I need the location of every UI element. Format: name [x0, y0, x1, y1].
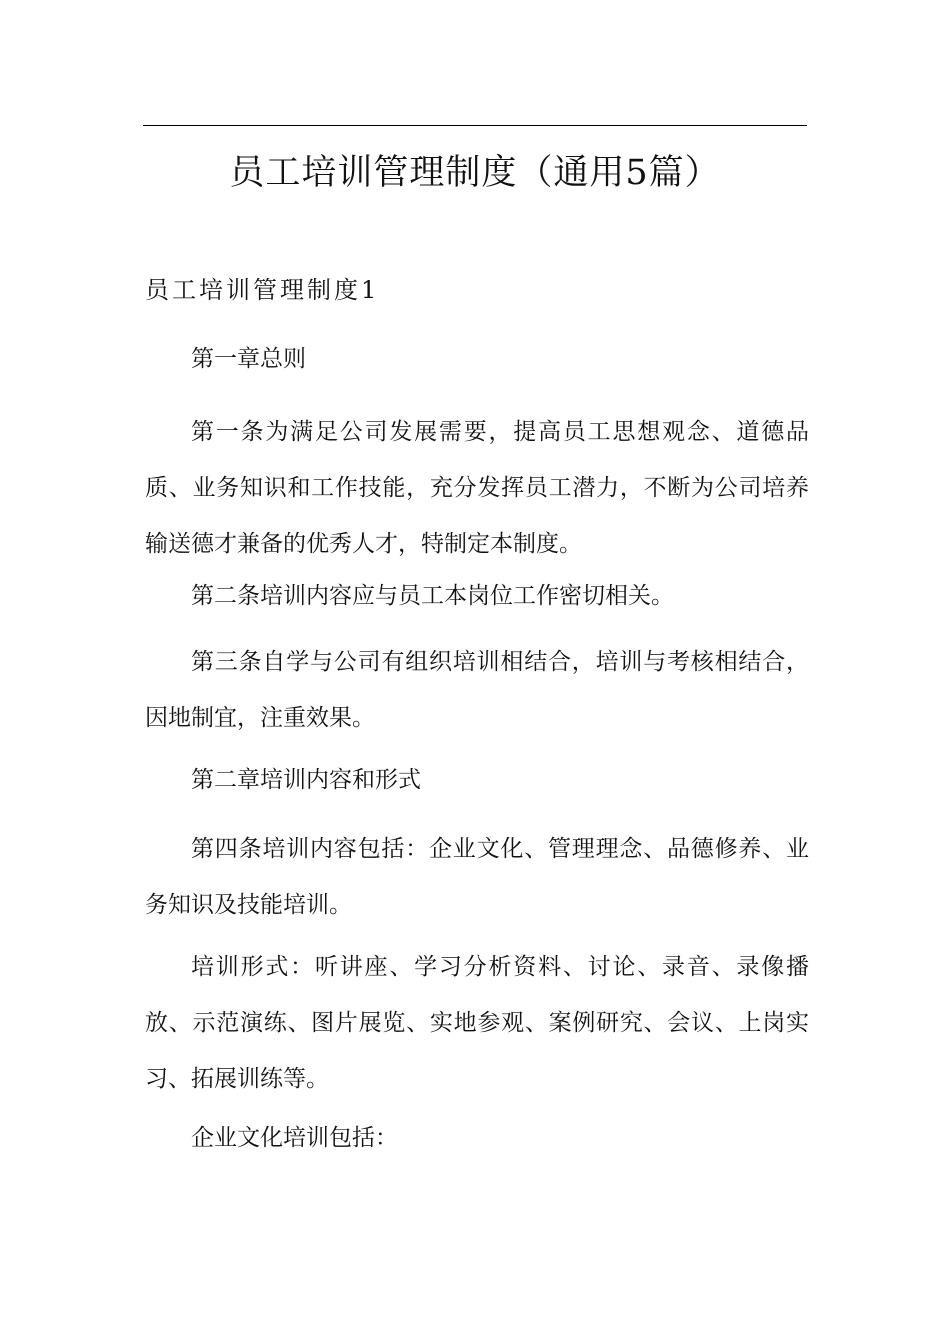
- chapter-heading-2: 第二章培训内容和形式: [191, 767, 421, 793]
- header-rule: [143, 125, 807, 126]
- paragraph-article-1: 第一条为满足公司发展需要，提高员工思想观念、道德品质、业务知识和工作技能，充分发挥员工潜力，不断为公司培养输送德才兼备的优秀人才，特制定本制度。: [145, 419, 809, 557]
- paragraph-article-3: 第三条自学与公司有组织培训相结合，培训与考核相结合，因地制宜，注重效果。: [145, 649, 809, 731]
- paragraph-article-2: 第二条培训内容应与员工本岗位工作密切相关。: [191, 583, 674, 609]
- document-title: 员工培训管理制度（通用5篇）: [229, 153, 721, 193]
- section-title: 员工培训管理制度1: [145, 276, 380, 304]
- paragraph-culture-training: 企业文化培训包括：: [191, 1125, 398, 1151]
- paragraph-article-4: 第四条培训内容包括：企业文化、管理理念、品德修养、业务知识及技能培训。: [145, 836, 809, 918]
- paragraph-training-forms: 培训形式：听讲座、学习分析资料、讨论、录音、录像播放、示范演练、图片展览、实地参观、案例研究、会议、上岗实习、拓展训练等。: [145, 954, 809, 1092]
- chapter-heading-1: 第一章总则: [191, 346, 306, 372]
